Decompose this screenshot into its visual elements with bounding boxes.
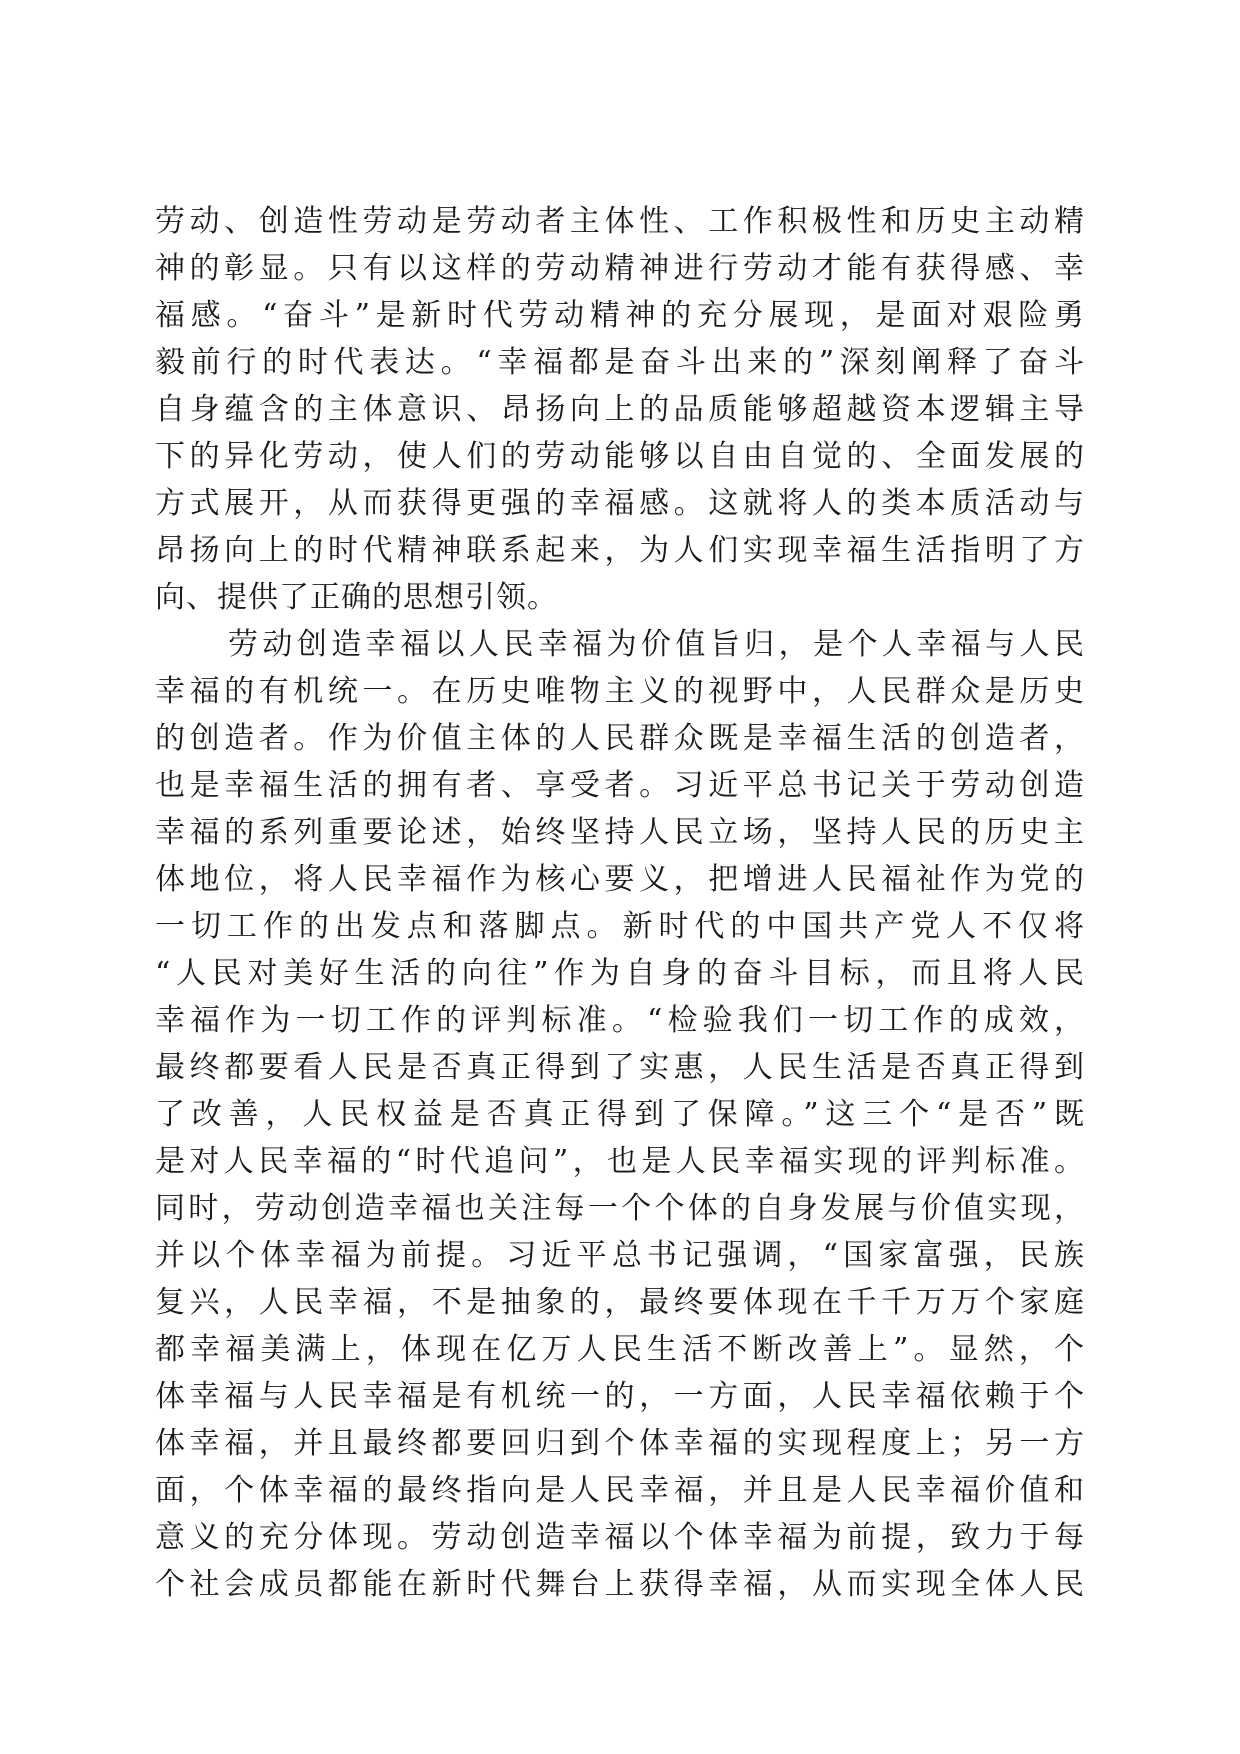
- text-line: 幸福的有机统一。在历史唯物主义的视野中，人民群众是历史: [155, 674, 1085, 709]
- text-line: 个社会成员都能在新时代舞台上获得幸福，从而实现全体人民: [155, 1567, 1085, 1602]
- paragraph-2: [155, 621, 1085, 1608]
- text-line: 的创造者。作为价值主体的人民群众既是幸福生活的创造者，: [155, 721, 1085, 756]
- text-line: 昂扬向上的时代精神联系起来，为人们实现幸福生活指明了方: [155, 533, 1085, 568]
- text-line: 体地位，将人民幸福作为核心要义，把增进人民福祉作为党的: [155, 862, 1085, 897]
- text-line: 体幸福与人民幸福是有机统一的，一方面，人民幸福依赖于个: [155, 1379, 1085, 1414]
- text-line: 意义的充分体现。劳动创造幸福以个体幸福为前提，致力于每: [155, 1520, 1085, 1555]
- text-line: 劳动、创造性劳动是劳动者主体性、工作积极性和历史主动精: [155, 204, 1085, 239]
- text-line: 劳动创造幸福以人民幸福为价值旨归，是个人幸福与人民: [228, 627, 1085, 662]
- text-line: 最终都要看人民是否真正得到了实惠，人民生活是否真正得到: [155, 1050, 1085, 1085]
- text-line: 方式展开，从而获得更强的幸福感。这就将人的类本质活动与: [155, 486, 1085, 521]
- text-line: 同时，劳动创造幸福也关注每一个个体的自身发展与价值实现，: [155, 1191, 1085, 1226]
- text-line: 下的异化劳动，使人们的劳动能够以自由自觉的、全面发展的: [155, 439, 1085, 474]
- text-line: 也是幸福生活的拥有者、享受者。习近平总书记关于劳动创造: [155, 768, 1085, 803]
- text-line: “人民对美好生活的向往”作为自身的奋斗目标，而且将人民: [155, 956, 1085, 991]
- text-line: 向、提供了正确的思想引领。: [155, 580, 558, 615]
- text-line: 都幸福美满上，体现在亿万人民生活不断改善上”。显然，个: [155, 1332, 1085, 1367]
- text-line: 神的彰显。只有以这样的劳动精神进行劳动才能有获得感、幸: [155, 251, 1085, 286]
- text-line: 幸福作为一切工作的评判标准。“检验我们一切工作的成效，: [155, 1003, 1085, 1038]
- text-line: 是对人民幸福的“时代追问”，也是人民幸福实现的评判标准。: [155, 1144, 1085, 1179]
- text-line: 体幸福，并且最终都要回归到个体幸福的实现程度上；另一方: [155, 1426, 1085, 1461]
- text-line: 自身蕴含的主体意识、昂扬向上的品质能够超越资本逻辑主导: [155, 392, 1085, 427]
- text-line: 一切工作的出发点和落脚点。新时代的中国共产党人不仅将: [155, 909, 1085, 944]
- text-line: 福感。“奋斗”是新时代劳动精神的充分展现，是面对艰险勇: [155, 298, 1085, 333]
- text-line: 复兴，人民幸福，不是抽象的，最终要体现在千千万万个家庭: [155, 1285, 1085, 1320]
- text-line: 了改善，人民权益是否真正得到了保障。”这三个“是否”既: [155, 1097, 1085, 1132]
- text-line: 面，个体幸福的最终指向是人民幸福，并且是人民幸福价值和: [155, 1473, 1085, 1508]
- text-line: 幸福的系列重要论述，始终坚持人民立场，坚持人民的历史主: [155, 815, 1085, 850]
- text-line: 毅前行的时代表达。“幸福都是奋斗出来的”深刻阐释了奋斗: [155, 345, 1085, 380]
- text-line: 并以个体幸福为前提。习近平总书记强调，“国家富强，民族: [155, 1238, 1085, 1273]
- body-text: [155, 198, 1085, 1608]
- paragraph-1: [155, 198, 1085, 621]
